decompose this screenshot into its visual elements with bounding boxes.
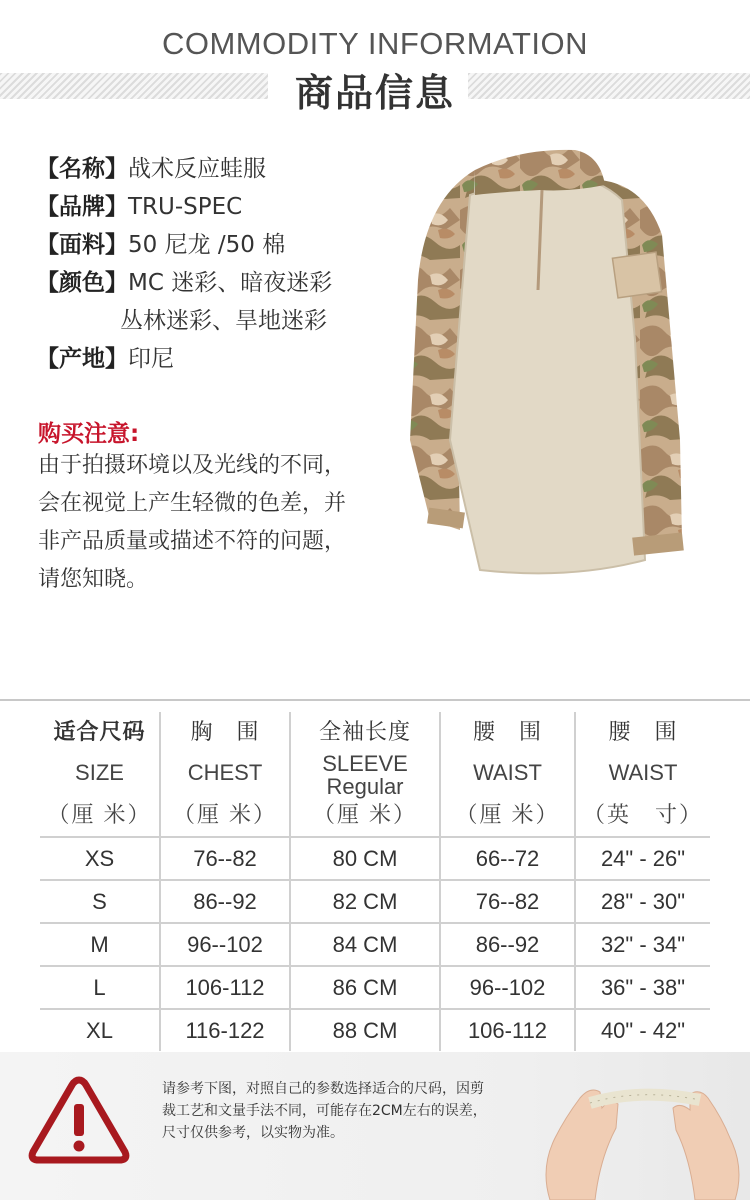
info-value: 印尼 <box>128 346 174 372</box>
table-row <box>40 966 710 1009</box>
header-en: WAIST <box>608 760 678 785</box>
header-en: WAIST <box>473 760 542 785</box>
cell-waist-in: 24" - 26" <box>575 837 710 880</box>
header-en: SLEEVE Regular <box>322 751 408 799</box>
cell-sleeve: 84 CM <box>290 923 440 966</box>
info-value: MC 迷彩、暗夜迷彩 <box>128 270 333 296</box>
table-row <box>40 923 710 966</box>
header-unit: （厘 米） <box>47 802 152 827</box>
cell-size: XS <box>40 837 160 880</box>
cell-chest: 76--82 <box>160 837 290 880</box>
section-title-cn: 商品信息 <box>294 71 455 115</box>
header-cell-chest <box>160 712 290 837</box>
cell-waist-cm: 96--102 <box>440 966 575 1009</box>
info-key: 【面料】 <box>36 232 128 258</box>
info-value: 丛林迷彩、旱地迷彩 <box>120 308 327 334</box>
table-row <box>40 1009 710 1051</box>
header-cell-waist-cm <box>440 712 575 837</box>
header-unit: （厘 米） <box>172 802 278 827</box>
cell-size: M <box>40 923 160 966</box>
cell-size: XL <box>40 1009 160 1051</box>
table-row <box>40 837 710 880</box>
info-key: 【名称】 <box>36 156 128 182</box>
info-key: 【产地】 <box>36 346 128 372</box>
info-row-name <box>36 150 332 188</box>
cell-size: S <box>40 880 160 923</box>
info-value: 50 尼龙 /50 棉 <box>128 232 286 258</box>
measuring-hands-image <box>530 1058 750 1200</box>
header-unit: （英 寸） <box>582 802 703 827</box>
cell-chest: 86--92 <box>160 880 290 923</box>
title-stripe-right <box>468 73 750 99</box>
cell-waist-cm: 106-112 <box>440 1009 575 1051</box>
cell-sleeve: 88 CM <box>290 1009 440 1051</box>
info-row-fabric <box>36 226 332 264</box>
cell-sleeve: 86 CM <box>290 966 440 1009</box>
cell-waist-cm: 76--82 <box>440 880 575 923</box>
cell-sleeve: 80 CM <box>290 837 440 880</box>
header-cell-size <box>40 712 160 837</box>
size-table <box>40 712 710 1051</box>
warning-triangle-icon <box>28 1074 130 1164</box>
section-title-en: COMMODITY INFORMATION <box>161 26 589 61</box>
cell-waist-in: 36" - 38" <box>575 966 710 1009</box>
cell-waist-in: 40" - 42" <box>575 1009 710 1051</box>
header-cn: 腰 围 <box>472 719 542 744</box>
cell-size: L <box>40 966 160 1009</box>
cell-waist-cm: 86--92 <box>440 923 575 966</box>
notice-body: 由于拍摄环境以及光线的不同，会在视觉上产生轻微的色差，并非产品质量或描述不符的问题，请您知晓。 <box>38 453 347 592</box>
header-unit: （厘 米） <box>455 802 560 827</box>
section-divider <box>0 699 750 701</box>
info-row-origin <box>36 340 332 378</box>
info-value: TRU-SPEC <box>128 194 243 220</box>
header-cell-sleeve <box>290 712 440 837</box>
header-cn: 适合尺码 <box>53 719 146 744</box>
table-row <box>40 880 710 923</box>
info-row-brand <box>36 188 332 226</box>
header-en: SIZE <box>75 760 124 785</box>
header-cn: 胸 围 <box>190 719 260 744</box>
cell-chest: 106-112 <box>160 966 290 1009</box>
header-en: CHEST <box>187 760 263 785</box>
size-note-text: 请参考下图，对照自己的参数选择适合的尺码，因剪裁工艺和文量手法不同，可能存在2CM左右的误差，尺寸仅供参考，以实物为准。 <box>162 1081 487 1141</box>
size-table-header <box>40 712 710 837</box>
header-cn: 全袖长度 <box>318 719 411 744</box>
cell-waist-in: 28" - 30" <box>575 880 710 923</box>
cell-waist-cm: 66--72 <box>440 837 575 880</box>
cell-chest: 116-122 <box>160 1009 290 1051</box>
info-value: 战术反应蛙服 <box>128 156 266 182</box>
header-cn: 腰 围 <box>608 719 678 744</box>
info-row-color <box>36 264 332 302</box>
header-unit: （厘 米） <box>312 802 418 827</box>
info-row-color-cont <box>36 302 332 340</box>
info-key: 【品牌】 <box>36 194 128 220</box>
notice-title: 购买注意: <box>38 421 140 447</box>
cell-sleeve: 82 CM <box>290 880 440 923</box>
header-cell-waist-in <box>575 712 710 837</box>
cell-waist-in: 32" - 34" <box>575 923 710 966</box>
product-info <box>36 150 332 378</box>
cell-chest: 96--102 <box>160 923 290 966</box>
info-key: 【颜色】 <box>36 270 128 296</box>
product-image <box>400 140 690 580</box>
title-stripe-left <box>0 73 268 99</box>
